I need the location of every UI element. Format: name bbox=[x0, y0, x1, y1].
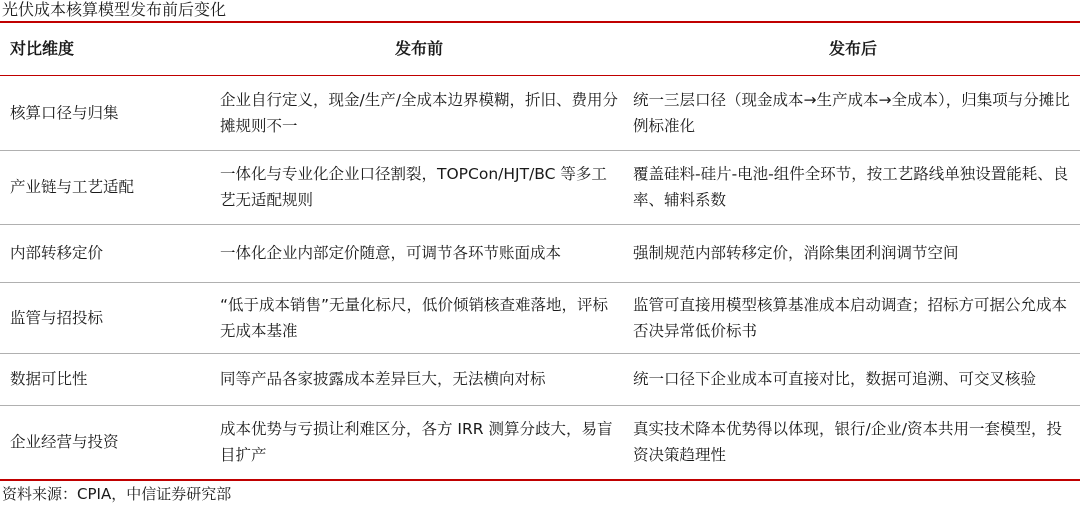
row-4-dimension: 监管与招投标 bbox=[10, 308, 104, 327]
row-5-before: 同等产品各家披露成本差异巨大，无法横向对标 bbox=[220, 370, 546, 388]
bottom-rule bbox=[0, 479, 1080, 481]
row-1-dimension: 核算口径与归集 bbox=[10, 104, 119, 122]
header-after: 发布后 bbox=[828, 39, 877, 58]
row-6-after: 真实技术降本优势得以体现，银行/企业/资本共用一套模型，投资决策趋理性 bbox=[633, 420, 1062, 464]
row-4-after: 监管可直接用模型核算基准成本启动调查；招标方可据公允成本否决异常低价标书 bbox=[633, 295, 1068, 340]
row-2-before: 一体化与专业化企业口径割裂，TOPCon/HJT/BC 等多工艺无适配规则 bbox=[220, 165, 607, 209]
row-3-after: 强制规范内部转移定价，消除集团利润调节空间 bbox=[633, 244, 959, 262]
row-3-dimension: 内部转移定价 bbox=[10, 244, 104, 262]
row-6-before: 成本优势与亏损让利难区分，各方 IRR 测算分歧大，易盲目扩产 bbox=[220, 420, 613, 464]
row-4-before: “低于成本销售”无量化标尺，低价倾销核查难落地，评标无成本基准 bbox=[220, 295, 609, 340]
row-2-after: 覆盖硅料-硅片-电池-组件全环节，按工艺路线单独设置能耗、良率、辅料系数 bbox=[633, 165, 1069, 209]
row-2-dimension: 产业链与工艺适配 bbox=[10, 178, 135, 196]
header-rule bbox=[0, 75, 1080, 76]
header-before: 发布前 bbox=[394, 39, 443, 58]
source-note: 资料来源：CPIA，中信证券研究部 bbox=[2, 485, 232, 503]
header-dimension: 对比维度 bbox=[10, 39, 75, 58]
row-1-after: 统一三层口径（现金成本→生产成本→全成本），归集项与分摊比例标准化 bbox=[633, 91, 1070, 135]
row-6-dimension: 企业经营与投资 bbox=[10, 433, 119, 451]
top-rule bbox=[0, 21, 1080, 23]
row-5-after: 统一口径下企业成本可直接对比，数据可追溯、可交叉核验 bbox=[633, 370, 1037, 388]
row-5-dimension: 数据可比性 bbox=[10, 370, 88, 388]
row-3-before: 一体化企业内部定价随意，可调节各环节账面成本 bbox=[220, 244, 562, 262]
table-title: 光伏成本核算模型发布前后变化 bbox=[2, 0, 227, 19]
row-1-before: 企业自行定义，现金/生产/全成本边界模糊，折旧、费用分摊规则不一 bbox=[220, 91, 618, 135]
